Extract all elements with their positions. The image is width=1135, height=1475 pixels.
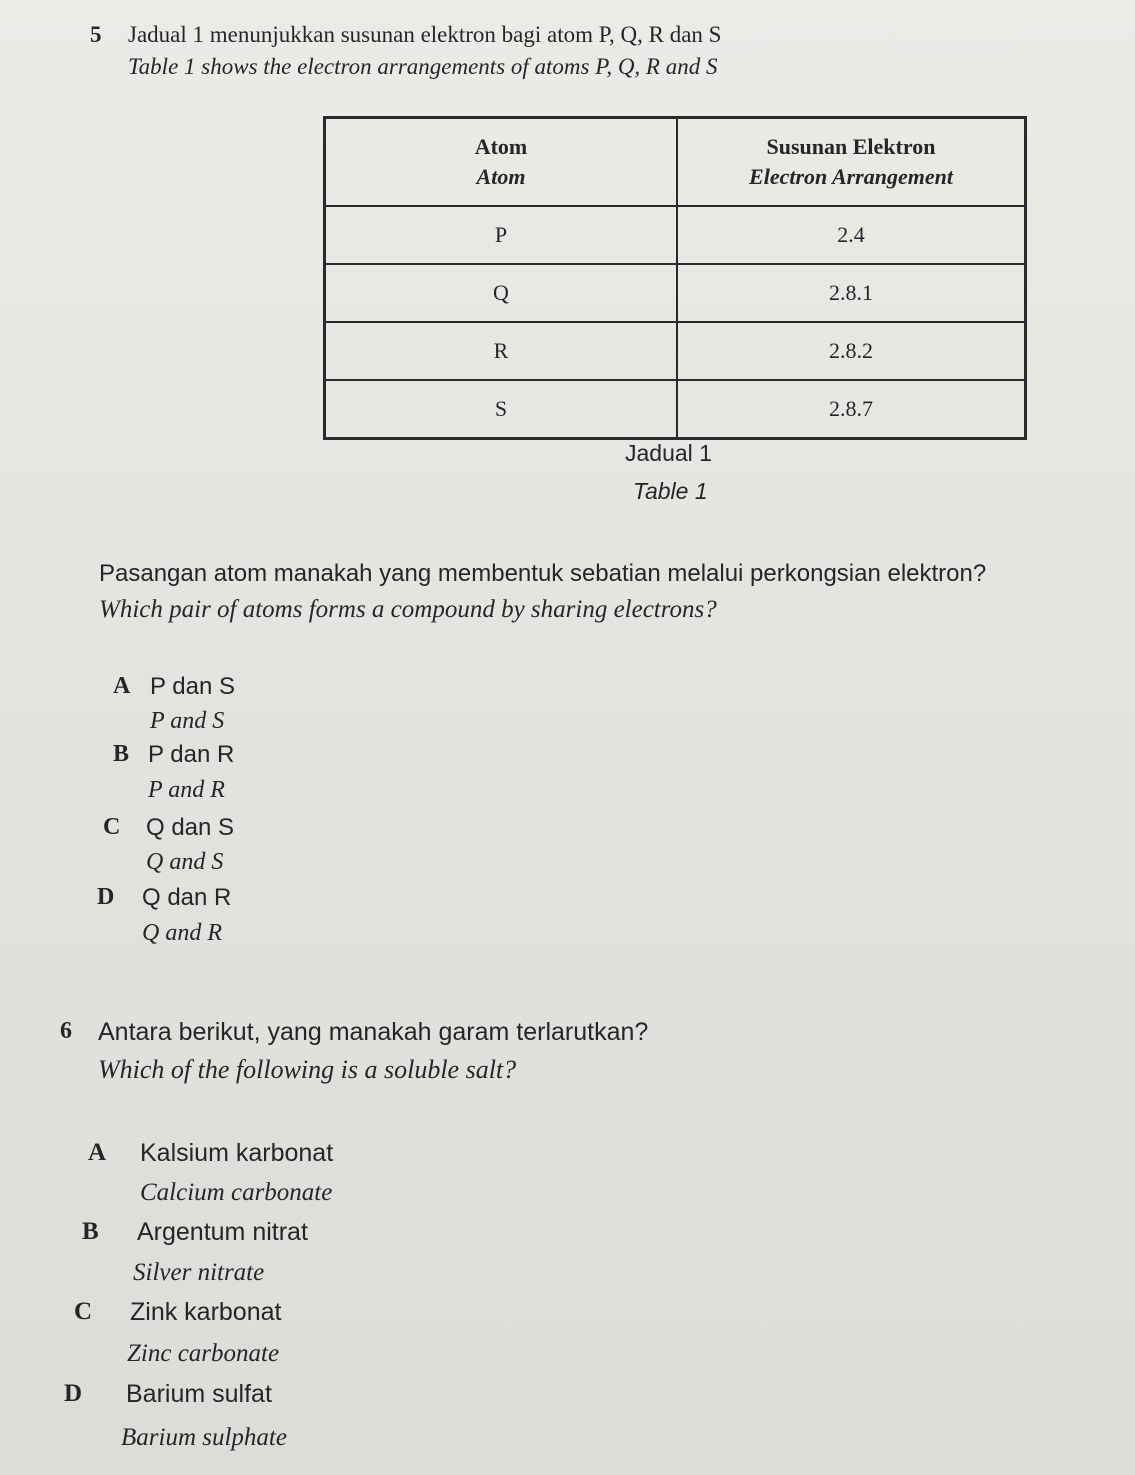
header-atom-ms: Atom [474, 134, 528, 159]
electron-arrangement-table [323, 116, 1027, 440]
question-6-number: 6 [60, 1018, 72, 1044]
atom-cell: S [325, 380, 678, 439]
option-text-ms: Q dan S [146, 814, 235, 841]
option-text-ms: Barium sulfat [126, 1380, 272, 1408]
option-letter: B [113, 741, 130, 767]
arrangement-cell: 2.8.1 [677, 264, 1026, 322]
option-text-ms: P dan S [150, 673, 235, 700]
header-arrangement-en: Electron Arrangement [749, 164, 953, 189]
option-text-en: P and R [148, 777, 225, 803]
option-text-en: Barium sulphate [121, 1424, 287, 1451]
option-text-en: P and S [150, 708, 225, 734]
option-text-ms: Zink karbonat [130, 1298, 282, 1326]
question-5-number: 5 [90, 22, 102, 47]
arrangement-cell: 2.8.2 [677, 322, 1026, 380]
option-text-en: Silver nitrate [133, 1259, 265, 1286]
option-letter: D [64, 1380, 83, 1407]
arrangement-cell: 2.4 [677, 206, 1026, 264]
option-text-ms: Q dan R [142, 884, 232, 911]
question-5-prompt-ms: Pasangan atom manakah yang membentuk sebatian melalui perkongsian elektron? [99, 560, 987, 587]
atom-cell: Q [325, 264, 678, 322]
header-arrangement-ms: Susunan Elektron [766, 134, 936, 159]
table-header-row [325, 118, 1026, 207]
header-atom-en: Atom [476, 164, 526, 189]
table-row [325, 264, 1026, 322]
option-letter: D [97, 884, 115, 910]
atom-cell: R [325, 322, 678, 380]
table-row [325, 322, 1026, 380]
question-5-stem-en: Table 1 shows the electron arrangements of atoms P, Q, R and S [128, 54, 718, 79]
option-letter: C [103, 814, 121, 840]
option-text-ms: Kalsium karbonat [140, 1139, 334, 1167]
option-text-ms: Argentum nitrat [137, 1218, 308, 1246]
question-5-stem-ms: Jadual 1 menunjukkan susunan elektron bagi atom P, Q, R dan S [128, 22, 722, 47]
option-letter: C [74, 1298, 93, 1325]
table-row [325, 206, 1026, 264]
option-letter: A [88, 1139, 107, 1166]
arrangement-cell: 2.8.7 [677, 380, 1026, 439]
question-5-prompt-en: Which pair of atoms forms a compound by sharing electrons? [99, 596, 717, 623]
atom-cell: P [325, 206, 678, 264]
table-row [325, 380, 1026, 439]
question-6-prompt-ms: Antara berikut, yang manakah garam terlarutkan? [98, 1018, 649, 1046]
option-text-en: Calcium carbonate [140, 1179, 333, 1206]
option-text-en: Q and S [146, 849, 224, 875]
question-6-prompt-en: Which of the following is a soluble salt? [98, 1055, 517, 1084]
header-arrangement [677, 118, 1026, 207]
table-caption-en: Table 1 [633, 478, 708, 504]
table-caption-ms: Jadual 1 [625, 440, 712, 466]
option-letter: B [82, 1218, 99, 1245]
header-atom [325, 118, 678, 207]
option-letter: A [113, 673, 131, 699]
option-text-ms: P dan R [148, 741, 235, 768]
option-text-en: Zinc carbonate [127, 1340, 280, 1367]
option-text-en: Q and R [142, 920, 222, 946]
